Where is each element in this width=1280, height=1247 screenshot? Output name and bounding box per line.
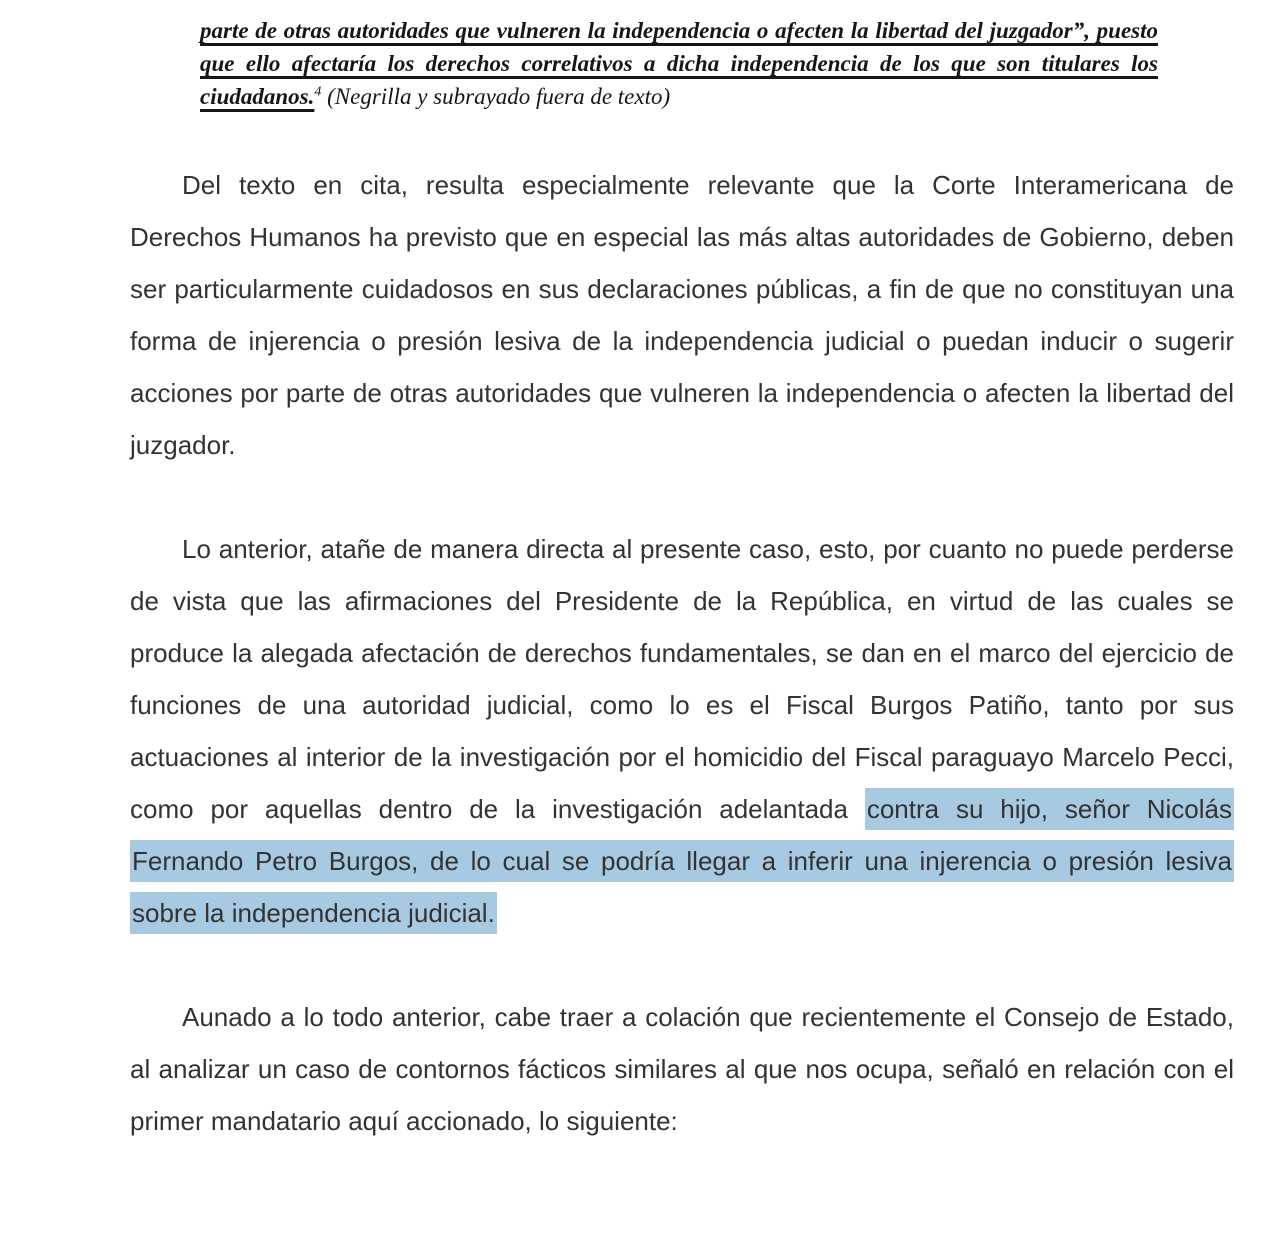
footnote-marker: 4 (314, 84, 322, 100)
quote-block (200, 14, 1158, 113)
quote-emphasized-text: parte de otras autoridades que vulneren la independencia o afecten la libertad del juzgador”, puesto que ello afectaría los derechos correlativos a dicha independencia de los que son titulares los ciudadanos. (200, 18, 1158, 109)
paragraph-del-texto: Del texto en cita, resulta especialmente relevante que la Corte Interamericana de Derechos Humanos ha previsto que en especial las más altas autoridades de Gobierno, deben ser particularmente cuidadosos en sus declaraciones públicas, a fin de que no constituyan una forma de injerencia o presión lesiva de la independencia judicial o puedan inducir o sugerir acciones por parte de otras autoridades que vulneren la independencia o afecten la libertad del juzgador. (130, 170, 1234, 460)
quote-annotation: (Negrilla y subrayado fuera de texto) (321, 84, 671, 109)
paragraph-lo-anterior-text: Lo anterior, atañe de manera directa al presente caso, esto, por cuanto no puede perderse de vista que las afirmaciones del Presidente de la República, en virtud de las cuales se produce la alegada afectación de derechos fundamentales, se dan en el marco del ejercicio de funciones de una autoridad judicial, como lo es el Fiscal Burgos Patiño, tanto por sus actuaciones al interior de la investigación por el homicidio del Fiscal paraguayo Marcelo Pecci, como por aquellas dentro de la investigación adelantada (130, 534, 1234, 824)
highlighted-text: contra su hijo, señor Nicolás Fernando Petro Burgos, de lo cual se podría llegar a inferir una injerencia o presión lesiva sobre la independencia judicial. (130, 788, 1234, 934)
paragraph-aunado: Aunado a lo todo anterior, cabe traer a colación que recientemente el Consejo de Estado, al analizar un caso de contornos fácticos similares al que nos ocupa, señaló en relación con el primer mandatario aquí accionado, lo siguiente: (130, 1002, 1234, 1136)
paragraph-lo-anterior (130, 523, 1234, 939)
